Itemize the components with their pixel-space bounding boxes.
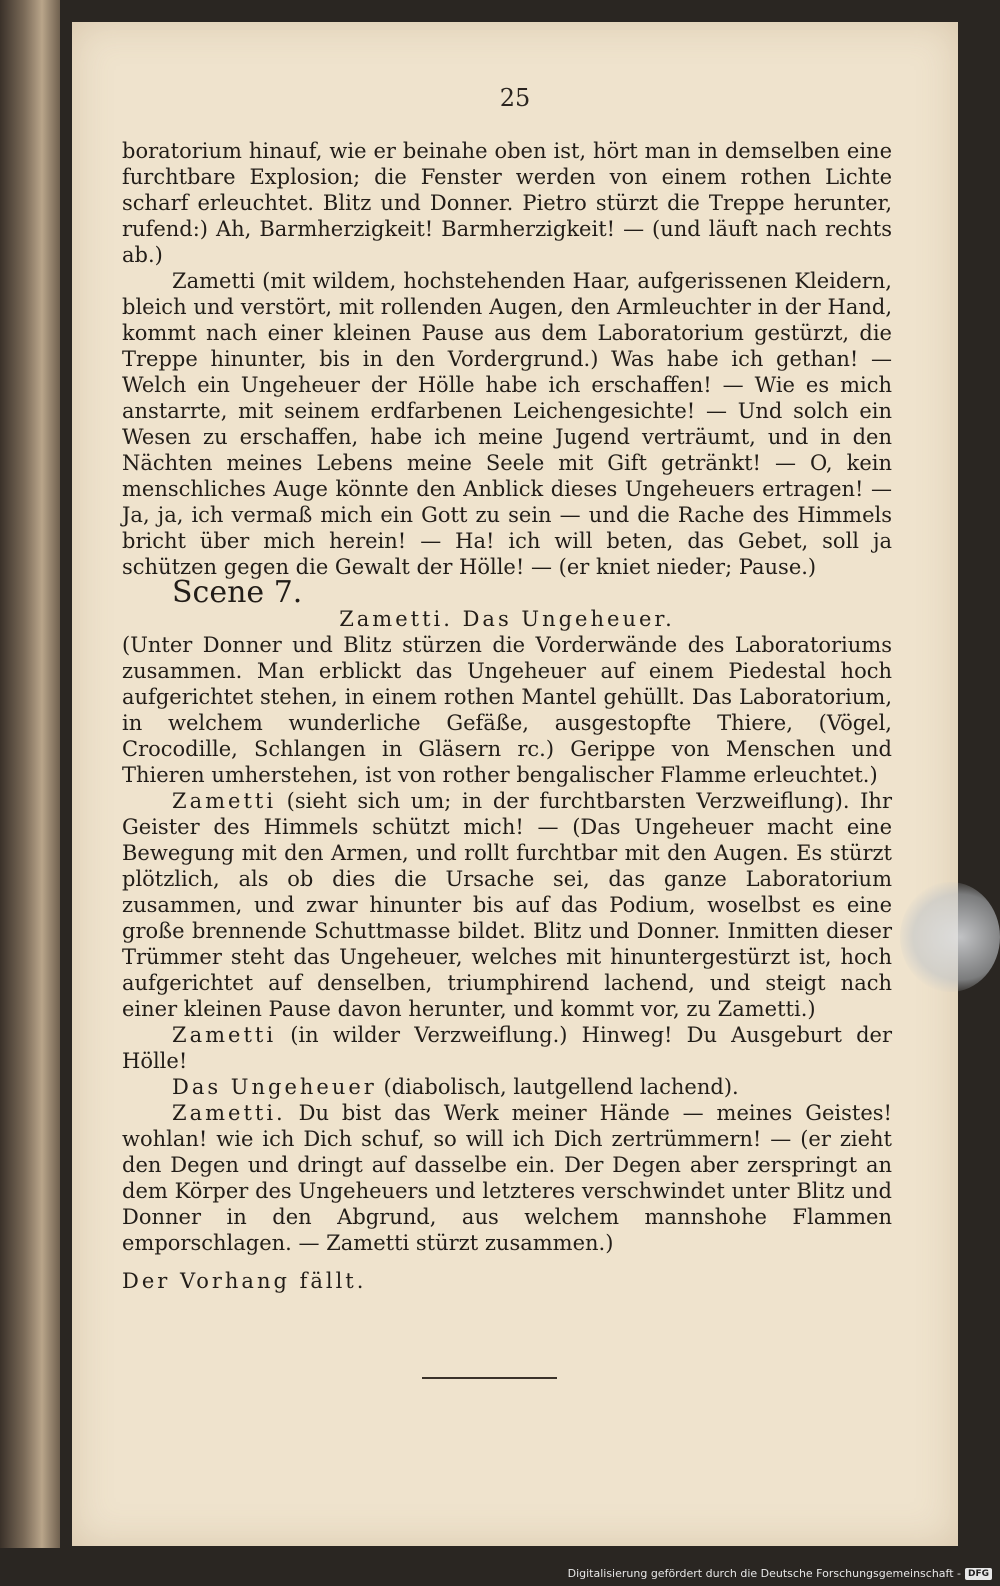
- closing-line: Der Vorhang fällt.: [122, 1269, 367, 1293]
- page-number: 25: [499, 84, 531, 112]
- speaker-name: Zametti: [172, 1023, 277, 1047]
- paragraph-continuation: boratorium hinauf, wie er beinahe oben ist, hört man in demselben eine furchtbare Explosion; die Fenster werden von einem rothen Lichte scharf erleuchtet. Blitz und Donner. Pietro stürzt die Treppe herunter, rufend:) Ah, Barmherzigkeit! Barmherzigkeit! — (und läuft nach rechts ab.): [122, 139, 892, 267]
- page-clip-shadow: [900, 882, 1000, 992]
- speaker-name: Das Ungeheuer: [172, 1075, 377, 1099]
- book-page: [72, 22, 958, 1546]
- dialogue-line: [122, 1022, 892, 1074]
- dialogue-text: (in wilder Verzweiflung.) Hinweg! Du Ausgeburt der Hölle!: [122, 1023, 892, 1073]
- dialogue-text: Du bist das Werk meiner Hände — meines Geistes! wohlan! wie ich Dich schuf, so will ich Dich zertrümmern! — (er zieht den Degen und dringt auf dasselbe ein. Der Degen aber zerspringt an dem Körper des Ungeheuers und letzteres verschwindet unter Blitz und Donner in den Abgrund, aus welchem mannshohe Flammen emporschlagen. — Zametti stürzt zusammen.): [122, 1101, 892, 1255]
- end-rule-divider: [422, 1377, 557, 1379]
- stage-direction: (Unter Donner und Blitz stürzen die Vorderwände des Laboratoriums zusammen. Man erblickt das Ungeheuer auf einem Piedestal hoch aufgerichtet stehen, in einem rothen Mantel gehüllt. Das Laboratorium, in welchem wunderliche Gefäße, ausgestopfte Thiere, (Vögel, Crocodille, Schlangen in Gläsern rc.) Gerippe von Menschen und Thieren umherstehen, ist von rother bengalischer Flamme erleuchtet.): [122, 633, 892, 787]
- book-spine-edge: [0, 0, 60, 1548]
- scene-characters: Zametti. Das Ungeheuer.: [339, 607, 675, 631]
- paragraph-zametti-monologue: Zametti (mit wildem, hochstehenden Haar, aufgerissenen Kleidern, bleich und verstört, mit rollenden Augen, den Armleuchter in der Hand, kommt nach einer kleinen Pause aus dem Laboratorium gestürzt, die Treppe hinunter, bis in den Vordergrund.) Was habe ich gethan! — Welch ein Ungeheuer der Hölle habe ich erschaffen! — Wie es mich anstarrte, mit seinem erdfarbenen Leichengesichte! — Und solch ein Wesen zu erschaffen, habe ich meine Jugend verträumt, und in den Nächten meines Lebens meine Seele mit Gift getränkt! — O, kein menschliches Auge könnte den Anblick dieses Ungeheuers ertragen! — Ja, ja, ich vermaß mich ein Gott zu sein — und die Rache des Himmels bricht über mich herein! — Ha! ich will beten, das Gebet, soll ja schützen gegen die Gewalt der Hölle! — (er kniet nieder; Pause.): [122, 269, 892, 579]
- scene-title: Scene 7.: [172, 575, 303, 610]
- speaker-name: Zametti: [172, 789, 277, 813]
- dialogue-line: [122, 788, 892, 1022]
- page-text: [122, 138, 892, 1294]
- speaker-name: Zametti.: [172, 1101, 286, 1125]
- dialogue-text: (sieht sich um; in der furchtbarsten Verzweiflung). Ihr Geister des Himmels schützt mich! — (Das Ungeheuer macht eine Bewegung mit den Armen, und rollt furchtbar mit den Augen. Es stürzt plötzlich, als ob dies die Ursache sei, das ganze Laboratorium zusammen, und zwar hinunter bis auf das Podium, woselbst es eine große brennende Schuttmasse bildet. Blitz und Donner. Inmitten dieser Trümmer steht das Ungeheuer, welches mit hinuntergestürzt ist, hoch aufgerichtet auf denselben, triumphirend lachend, und steigt nach einer kleinen Pause davon herunter, und kommt vor, zu Zametti.): [122, 789, 892, 1021]
- digitization-footer: [568, 1567, 992, 1580]
- footer-credit: Digitalisierung gefördert durch die Deutsche Forschungsgemeinschaft -: [567, 1567, 961, 1580]
- dfg-logo-icon: DFG: [965, 1568, 992, 1580]
- dialogue-line: [122, 1074, 892, 1100]
- dialogue-line: [122, 1100, 892, 1256]
- dialogue-text: (diabolisch, lautgellend lachend).: [376, 1075, 739, 1099]
